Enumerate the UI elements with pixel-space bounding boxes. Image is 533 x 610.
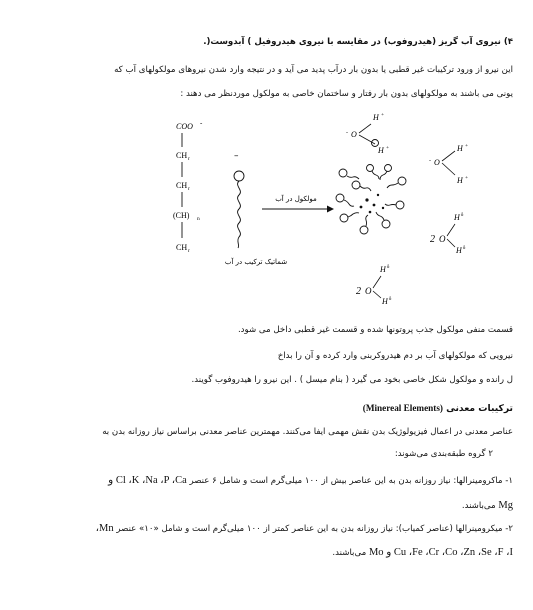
microminerals-elements: Cu ،Fe ،Cr ،Co ،Zn ،Se ،F ،I و Mo bbox=[368, 547, 513, 558]
chain-group-ch2-n: (CH) bbox=[173, 211, 190, 220]
svg-text:δ: δ bbox=[461, 213, 464, 218]
paragraph-line: عناصر معدنی در اعمال فیزیولوژیک بدن نقش مهمی ایفا می‌کنند. مهمترین عناصر معدنی براساس نیاز روزانه بدن به bbox=[102, 427, 513, 437]
arrow-label: مولکول در آب bbox=[275, 195, 317, 203]
svg-text:+: + bbox=[465, 175, 469, 181]
svg-text:-: - bbox=[429, 158, 431, 164]
water-molecule-mid bbox=[430, 213, 466, 255]
chain-subscript: r bbox=[188, 156, 190, 162]
chain-subscript: r bbox=[188, 248, 190, 254]
paragraph-line: یونی می باشند به مولکولهای بدون بار رفتار و ساختمان خاصی به مولکول موردنظر می دهند : bbox=[180, 89, 513, 99]
paragraph-line: ۲ گروه طبقه‌بندی می‌شوند: bbox=[394, 449, 493, 459]
svg-text:δ: δ bbox=[387, 265, 390, 270]
chain-group-coo: COO bbox=[176, 122, 193, 131]
micelle-core-marks bbox=[360, 194, 385, 214]
svg-text:δ: δ bbox=[389, 297, 392, 302]
water-molecule-top bbox=[346, 112, 389, 155]
microminerals-line-2 bbox=[14, 546, 513, 560]
svg-text:H: H bbox=[454, 213, 460, 222]
paragraph-line: نیرویی که مولکولهای آب بر دم هیدروکربنی وارد کرده و آن را بداخ bbox=[277, 351, 513, 361]
svg-text:H: H bbox=[457, 176, 463, 185]
svg-text:H: H bbox=[382, 297, 388, 306]
macrominerals-elements: Cl ،K ،Na ،P ،Ca و bbox=[108, 475, 187, 486]
chain-subscript: n bbox=[197, 216, 200, 222]
chain-subscript: r bbox=[188, 186, 190, 192]
svg-text:+: + bbox=[465, 143, 469, 149]
svg-text:O: O bbox=[439, 234, 446, 244]
reaction-arrow bbox=[262, 194, 334, 213]
svg-text:2: 2 bbox=[430, 234, 435, 245]
water-molecule-bottom bbox=[356, 265, 392, 306]
svg-text:-: - bbox=[346, 130, 348, 136]
macrominerals-line-2 bbox=[14, 499, 513, 513]
negative-sign: – bbox=[234, 151, 239, 161]
section-title-fa: ترکیبات معدنی bbox=[446, 403, 513, 414]
section-title-en: (Minereal Elements) bbox=[362, 403, 443, 413]
svg-text:δ: δ bbox=[463, 246, 466, 251]
svg-text:H: H bbox=[456, 246, 462, 255]
paragraph-line: ل رانده و مولکول شکل خاصی بخود می گیرد ( بنام میسل ) . این نیرو را هیدروفوب گویند. bbox=[191, 375, 513, 385]
macrominerals-end: می‌باشند. bbox=[461, 501, 496, 511]
section-title bbox=[14, 402, 513, 415]
svg-text:H: H bbox=[380, 265, 386, 274]
microminerals-end: می‌باشند. bbox=[332, 548, 367, 558]
schematic-molecule bbox=[234, 151, 244, 248]
paragraph-line: این نیرو از ورود ترکیبات غیر قطبی یا بدون بار درآب پدید می آید و در نتیجه وارد شدن نیروهای مولکولهای آب که bbox=[114, 65, 513, 75]
schematic-label: شماتیک ترکیب در آب bbox=[224, 258, 288, 266]
svg-text:+: + bbox=[381, 112, 385, 118]
svg-text:O: O bbox=[351, 130, 357, 139]
microminerals-line bbox=[14, 522, 513, 536]
microminerals-text: ۲- میکرومینرالها (عناصر کمیاب): نیاز روزانه بدن به این عناصر کمتر از ۱۰۰ میلی‌گرم است و شامل «۱۰» عنصر bbox=[116, 524, 513, 534]
svg-text:H: H bbox=[373, 113, 379, 122]
svg-text:O: O bbox=[434, 158, 440, 167]
fatty-acid-chain bbox=[173, 119, 203, 254]
heading-hydrophobic-force: ۴) نیروی آب گریز (هیدروفوب) در مقایسه با نیروی هیدروفیل ) آبدوست(. bbox=[203, 37, 513, 47]
svg-text:H: H bbox=[457, 144, 463, 153]
svg-text:O: O bbox=[365, 286, 372, 296]
macrominerals-line bbox=[14, 474, 513, 488]
coo-charge: - bbox=[200, 119, 203, 127]
macrominerals-mg: Mg bbox=[498, 500, 513, 511]
chain-group-ch2-1: CH bbox=[176, 151, 188, 160]
chain-group-ch2-2: CH bbox=[176, 181, 188, 190]
micelle-cluster bbox=[336, 140, 406, 235]
svg-text:H: H bbox=[378, 146, 384, 155]
microminerals-mn: Mn، bbox=[95, 523, 114, 534]
macrominerals-text: ۱- ماکرومینرالها: نیاز روزانه بدن به این عناصر بیش از ۱۰۰ میلی‌گرم است و شامل ۶ عنصر bbox=[189, 476, 513, 486]
chain-group-ch3: CH bbox=[176, 243, 188, 252]
water-molecule-right bbox=[429, 143, 468, 185]
paragraph-line: قسمت منفی مولکول جذب پروتونها شده و قسمت غیر قطبی داخل می شود. bbox=[237, 325, 513, 335]
svg-text:2: 2 bbox=[356, 286, 361, 297]
svg-text:+: + bbox=[386, 145, 390, 151]
